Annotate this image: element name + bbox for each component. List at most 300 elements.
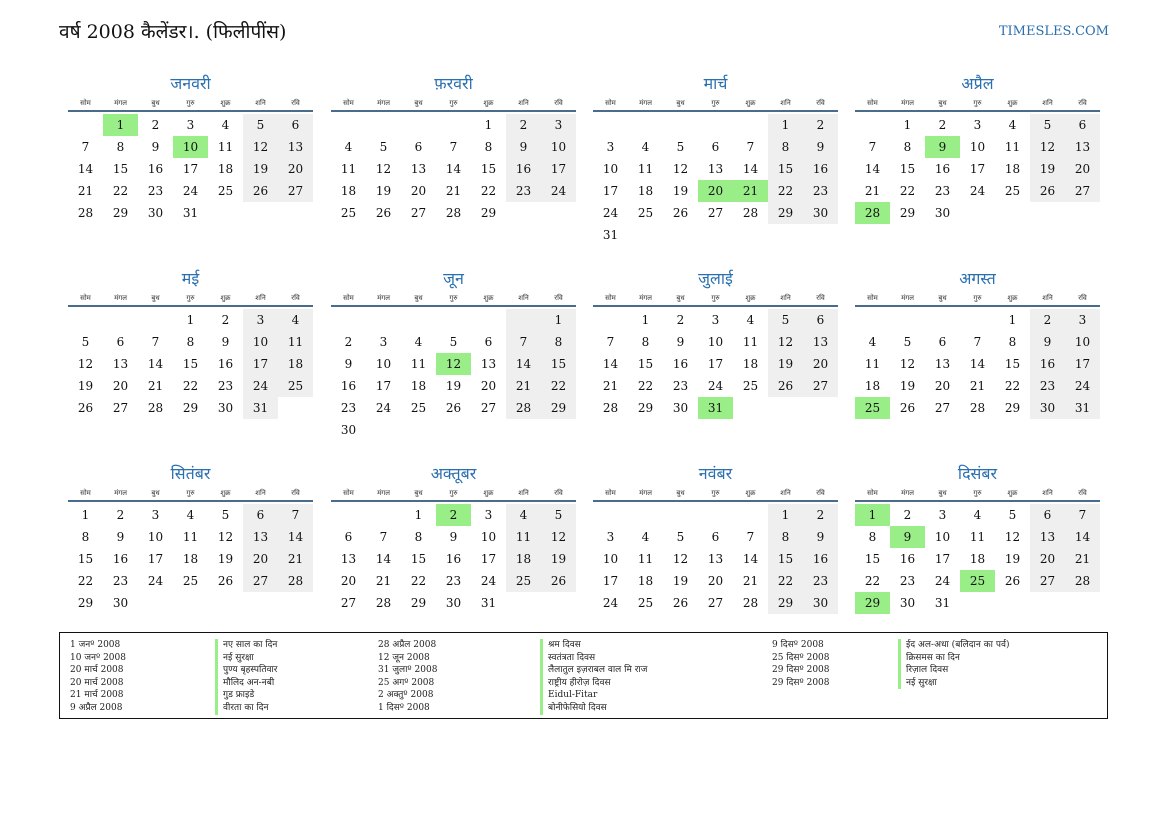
day-cell: 2 <box>803 504 838 526</box>
day-cell: 9 <box>803 136 838 158</box>
day-cell: 29 <box>768 202 803 224</box>
day-cell: 3 <box>938 508 947 522</box>
weekday-label: गुरु <box>449 294 458 302</box>
day-cell: 5 <box>1008 508 1017 522</box>
month-name: जुलाई <box>698 269 733 288</box>
day-cell: 24 <box>707 379 724 393</box>
day-cell: 10 <box>1065 331 1100 353</box>
day-cell: 18 <box>340 184 357 198</box>
weekday-label: शुक्र <box>483 489 494 497</box>
day-cell: 27 <box>707 596 724 610</box>
day-empty <box>68 114 103 136</box>
day-empty <box>401 114 436 136</box>
month-name: सितंबर <box>170 464 211 483</box>
weekday-label: रवि <box>1078 99 1087 107</box>
day-cell: 1 <box>186 313 195 327</box>
day-cell: 30 <box>112 596 129 610</box>
month-name: दिसंबर <box>957 464 998 483</box>
weekday-label: मंगल <box>639 294 652 302</box>
day-cell: 9 <box>506 136 541 158</box>
day-empty <box>366 309 401 331</box>
weekday-header <box>855 96 1100 112</box>
day-empty <box>628 114 663 136</box>
weekday-label: बुध <box>938 99 947 107</box>
legend-holiday-name: स्वतंत्रता दिवस <box>540 652 647 665</box>
day-cell: 5 <box>243 114 278 136</box>
day-cell: 20 <box>1030 548 1065 570</box>
day-cell: 1 <box>484 118 493 132</box>
weekday-label: शनि <box>780 294 791 302</box>
day-cell: 6 <box>344 530 353 544</box>
day-cell: 19 <box>77 379 94 393</box>
day-cell: 18 <box>637 184 654 198</box>
day-cell: 26 <box>445 401 462 415</box>
weekday-label: सोम <box>343 489 354 497</box>
weekday-label: सोम <box>605 489 616 497</box>
day-empty <box>436 114 471 136</box>
day-cell: 7 <box>746 140 755 154</box>
day-cell: 28 <box>969 401 986 415</box>
day-cell: 29 <box>768 592 803 614</box>
day-cell: 17 <box>480 552 497 566</box>
legend-date: 9 दिसº 2008 <box>772 640 824 650</box>
weekday-label: मंगल <box>114 489 127 497</box>
day-cell: 15 <box>480 162 497 176</box>
legend-holiday-name: Eidul-Fitar <box>540 689 647 702</box>
legend-date: 9 अप्रैल 2008 <box>70 702 123 713</box>
day-cell: 13 <box>1065 136 1100 158</box>
day-cell: 17 <box>147 552 164 566</box>
day-cell: 26 <box>672 206 689 220</box>
day-cell: 16 <box>217 357 234 371</box>
day-cell: 14 <box>77 162 94 176</box>
day-cell: 16 <box>112 552 129 566</box>
day-cell: 6 <box>484 335 493 349</box>
day-cell: 4 <box>868 335 877 349</box>
weekday-label: बुध <box>938 294 947 302</box>
day-cell: 27 <box>410 206 427 220</box>
legend-holiday-name: क्रिसमस का दिन <box>898 652 1009 665</box>
day-cell: 30 <box>899 596 916 610</box>
day-cell: 22 <box>480 184 497 198</box>
day-cell: 3 <box>606 140 615 154</box>
weekday-label: मंगल <box>639 99 652 107</box>
day-cell: 5 <box>903 335 912 349</box>
day-cell: 26 <box>768 375 803 397</box>
day-cell: 14 <box>445 162 462 176</box>
day-cell: 26 <box>1004 574 1021 588</box>
day-grid <box>855 504 1100 614</box>
day-cell: 15 <box>637 357 654 371</box>
day-cell: 18 <box>506 548 541 570</box>
day-cell: 2 <box>1030 309 1065 331</box>
month-name: नवंबर <box>698 464 733 483</box>
legend-holiday-name: नए साल का दिन <box>215 639 277 652</box>
day-cell: 10 <box>707 335 724 349</box>
day-empty <box>698 114 733 136</box>
legend-holiday-name: वीरता का दिन <box>215 702 277 715</box>
day-cell: 24 <box>375 401 392 415</box>
day-cell: 1 <box>541 309 576 331</box>
day-cell: 12 <box>77 357 94 371</box>
day-cell: 22 <box>1004 379 1021 393</box>
weekday-label: शुक्र <box>1007 489 1018 497</box>
weekday-header <box>68 486 313 502</box>
day-cell: 6 <box>1065 114 1100 136</box>
weekday-label: मंगल <box>377 489 390 497</box>
day-cell: 8 <box>81 530 90 544</box>
day-cell: 19 <box>243 158 278 180</box>
month-block <box>855 267 1100 419</box>
weekday-label: शनि <box>780 489 791 497</box>
weekday-label: शुक्र <box>1007 294 1018 302</box>
weekday-label: शनि <box>1042 294 1053 302</box>
day-cell: 25 <box>182 574 199 588</box>
day-cell: 20 <box>803 353 838 375</box>
day-cell: 8 <box>868 530 877 544</box>
day-cell: 26 <box>1030 180 1065 202</box>
day-cell: 13 <box>480 357 497 371</box>
day-cell: 19 <box>217 552 234 566</box>
day-cell: 20 <box>1065 158 1100 180</box>
weekday-label: सोम <box>605 294 616 302</box>
day-empty <box>471 309 506 331</box>
day-cell: 21 <box>375 574 392 588</box>
day-cell: 4 <box>641 530 650 544</box>
month-block <box>855 462 1100 614</box>
day-cell: 7 <box>449 140 458 154</box>
day-cell: 20 <box>707 574 724 588</box>
day-cell: 28 <box>506 397 541 419</box>
day-cell: 12 <box>1030 136 1065 158</box>
day-cell: 31 <box>243 397 278 419</box>
month-name: मार्च <box>703 74 728 93</box>
day-cell: 14 <box>864 162 881 176</box>
day-cell: 26 <box>243 180 278 202</box>
day-cell: 29 <box>112 206 129 220</box>
day-cell: 11 <box>506 526 541 548</box>
day-cell: 21 <box>742 574 759 588</box>
day-cell: 15 <box>112 162 129 176</box>
day-grid <box>68 114 313 224</box>
site-link[interactable]: TIMESLES.COM <box>998 24 1109 39</box>
day-grid <box>331 504 576 614</box>
day-cell: 1 <box>768 114 803 136</box>
legend-holiday-name: पुण्य बृहस्पतिवार <box>215 664 277 677</box>
day-cell: 21 <box>1065 548 1100 570</box>
holiday-legend <box>59 632 1108 719</box>
day-cell: 23 <box>112 574 129 588</box>
legend-holiday-name: राष्ट्रीय हीरोज़ दिवस <box>540 677 647 690</box>
day-cell: 17 <box>1065 353 1100 375</box>
day-grid <box>331 309 576 441</box>
weekday-label: शनि <box>1042 99 1053 107</box>
day-cell: 2 <box>506 114 541 136</box>
weekday-label: गुरु <box>711 99 720 107</box>
day-cell: 26 <box>77 401 94 415</box>
day-cell: 20 <box>480 379 497 393</box>
day-cell: 22 <box>899 184 916 198</box>
day-cell: 15 <box>768 548 803 570</box>
day-cell: 12 <box>1004 530 1021 544</box>
day-empty <box>663 504 698 526</box>
day-cell: 21 <box>147 379 164 393</box>
day-cell: 29 <box>77 596 94 610</box>
day-cell: 18 <box>969 552 986 566</box>
day-cell: 4 <box>221 118 230 132</box>
day-cell: 7 <box>151 335 160 349</box>
legend-name-column <box>540 639 647 715</box>
weekday-label: शनि <box>518 99 529 107</box>
day-cell: 9 <box>449 530 458 544</box>
day-cell: 18 <box>278 353 313 375</box>
day-cell: 3 <box>484 508 493 522</box>
day-cell: 13 <box>803 331 838 353</box>
month-block <box>68 462 313 614</box>
legend-date: 10 जनº 2008 <box>70 652 126 663</box>
day-cell: 4 <box>1008 118 1017 132</box>
day-grid <box>593 504 838 614</box>
weekday-label: सोम <box>343 294 354 302</box>
day-cell: 7 <box>278 504 313 526</box>
day-cell: 16 <box>340 379 357 393</box>
weekday-label: बुध <box>414 489 423 497</box>
day-cell: 8 <box>541 331 576 353</box>
day-cell: 23 <box>672 379 689 393</box>
day-cell: 17 <box>602 184 619 198</box>
day-cell: 3 <box>541 114 576 136</box>
day-cell: 15 <box>899 162 916 176</box>
legend-date: 29 दिसº 2008 <box>772 677 830 688</box>
weekday-label: सोम <box>867 489 878 497</box>
day-cell: 21 <box>506 375 541 397</box>
day-cell: 2 <box>151 118 160 132</box>
month-name: मई <box>181 269 200 288</box>
day-cell: 2 <box>676 313 685 327</box>
day-cell: 1 <box>414 508 423 522</box>
day-cell: 27 <box>112 401 129 415</box>
day-cell: 4 <box>186 508 195 522</box>
day-cell-holiday: 25 <box>960 570 995 592</box>
day-cell: 2 <box>903 508 912 522</box>
legend-holiday-name: नई सुरक्षा <box>898 677 1009 690</box>
day-cell: 10 <box>602 552 619 566</box>
day-empty <box>733 114 768 136</box>
day-cell-holiday: 21 <box>733 180 768 202</box>
day-grid <box>68 309 313 419</box>
day-cell: 30 <box>340 423 357 437</box>
weekday-label: बुध <box>938 489 947 497</box>
day-cell: 19 <box>541 548 576 570</box>
day-cell: 4 <box>344 140 353 154</box>
month-block <box>593 462 838 614</box>
day-cell: 18 <box>637 574 654 588</box>
day-cell: 26 <box>217 574 234 588</box>
day-cell: 30 <box>445 596 462 610</box>
day-cell: 16 <box>506 158 541 180</box>
legend-date: 29 दिसº 2008 <box>772 665 830 676</box>
weekday-label: गुरु <box>973 99 982 107</box>
weekday-label: गुरु <box>449 489 458 497</box>
day-cell: 6 <box>278 114 313 136</box>
weekday-label: शनि <box>255 294 266 302</box>
weekday-label: रवि <box>816 489 825 497</box>
weekday-label: रवि <box>554 489 563 497</box>
day-empty <box>890 309 925 331</box>
weekday-header <box>331 96 576 112</box>
day-cell: 3 <box>1065 309 1100 331</box>
day-cell: 30 <box>803 592 838 614</box>
weekday-label: शुक्र <box>745 99 756 107</box>
weekday-label: शनि <box>518 294 529 302</box>
day-cell: 2 <box>116 508 125 522</box>
day-cell: 28 <box>278 570 313 592</box>
weekday-header <box>593 291 838 307</box>
day-cell: 7 <box>868 140 877 154</box>
day-cell: 21 <box>969 379 986 393</box>
day-cell: 22 <box>410 574 427 588</box>
day-cell: 2 <box>803 114 838 136</box>
day-cell: 26 <box>375 206 392 220</box>
day-cell: 3 <box>379 335 388 349</box>
day-cell: 25 <box>742 379 759 393</box>
weekday-label: सोम <box>867 99 878 107</box>
day-cell: 23 <box>506 180 541 202</box>
day-cell: 10 <box>243 331 278 353</box>
day-cell: 21 <box>602 379 619 393</box>
day-cell: 17 <box>243 353 278 375</box>
legend-holiday-name: नई सुरक्षा <box>215 652 277 665</box>
weekday-label: शुक्र <box>220 99 231 107</box>
day-cell: 19 <box>672 574 689 588</box>
weekday-label: शनि <box>518 489 529 497</box>
day-empty <box>331 114 366 136</box>
month-name: जनवरी <box>170 74 211 93</box>
day-cell: 17 <box>934 552 951 566</box>
legend-date: 12 जून 2008 <box>378 652 430 663</box>
weekday-label: रवि <box>1078 489 1087 497</box>
day-cell: 4 <box>278 309 313 331</box>
day-cell: 16 <box>672 357 689 371</box>
day-cell: 7 <box>746 530 755 544</box>
day-cell: 7 <box>606 335 615 349</box>
day-cell: 23 <box>899 574 916 588</box>
day-cell: 14 <box>278 526 313 548</box>
month-block <box>68 72 313 224</box>
day-cell: 3 <box>973 118 982 132</box>
day-cell: 27 <box>340 596 357 610</box>
day-cell: 23 <box>803 570 838 592</box>
day-cell: 16 <box>899 552 916 566</box>
day-cell: 19 <box>899 379 916 393</box>
day-cell: 10 <box>602 162 619 176</box>
day-cell: 15 <box>77 552 94 566</box>
weekday-label: बुध <box>151 294 160 302</box>
day-cell: 5 <box>221 508 230 522</box>
day-cell: 4 <box>414 335 423 349</box>
day-empty <box>593 114 628 136</box>
day-cell: 5 <box>81 335 90 349</box>
month-name: अक्तूबर <box>430 464 477 483</box>
day-cell: 30 <box>147 206 164 220</box>
day-cell: 17 <box>541 158 576 180</box>
day-empty <box>366 114 401 136</box>
day-cell: 16 <box>445 552 462 566</box>
day-grid <box>68 504 313 614</box>
day-cell: 9 <box>221 335 230 349</box>
day-cell: 30 <box>803 202 838 224</box>
day-cell-holiday: 9 <box>925 136 960 158</box>
day-cell: 18 <box>742 357 759 371</box>
day-cell: 6 <box>116 335 125 349</box>
day-cell: 28 <box>445 206 462 220</box>
day-cell-holiday: 9 <box>890 526 925 548</box>
day-cell: 23 <box>147 184 164 198</box>
day-cell: 12 <box>541 526 576 548</box>
day-cell: 15 <box>864 552 881 566</box>
day-cell: 8 <box>1008 335 1017 349</box>
day-cell: 24 <box>934 574 951 588</box>
day-cell: 21 <box>278 548 313 570</box>
day-cell: 29 <box>182 401 199 415</box>
day-cell: 25 <box>340 206 357 220</box>
day-cell: 8 <box>186 335 195 349</box>
day-cell: 30 <box>217 401 234 415</box>
day-cell: 17 <box>969 162 986 176</box>
legend-date: 21 मार्च 2008 <box>70 690 124 701</box>
day-cell: 31 <box>182 206 199 220</box>
day-cell: 14 <box>1065 526 1100 548</box>
day-cell: 28 <box>375 596 392 610</box>
day-cell: 25 <box>410 401 427 415</box>
weekday-header <box>331 291 576 307</box>
weekday-label: शुक्र <box>745 294 756 302</box>
weekday-label: मंगल <box>377 99 390 107</box>
day-cell: 8 <box>116 140 125 154</box>
day-empty <box>960 309 995 331</box>
day-cell: 23 <box>217 379 234 393</box>
legend-date: 28 अप्रैल 2008 <box>378 640 437 650</box>
legend-date: 31 जुलाº 2008 <box>378 665 438 676</box>
day-cell-holiday: 1 <box>103 114 138 136</box>
day-cell: 18 <box>864 379 881 393</box>
legend-holiday-name: लैलातुल इज़राबल वाल मि राज <box>540 664 647 677</box>
month-block <box>331 72 576 224</box>
day-cell-holiday: 20 <box>698 180 733 202</box>
weekday-label: मंगल <box>639 489 652 497</box>
day-cell: 24 <box>480 574 497 588</box>
weekday-label: बुध <box>676 489 685 497</box>
day-cell: 11 <box>864 357 881 371</box>
day-cell: 17 <box>707 357 724 371</box>
day-cell: 25 <box>278 375 313 397</box>
day-cell: 29 <box>480 206 497 220</box>
weekday-label: शनि <box>255 489 266 497</box>
page-title: वर्ष 2008 कैलेंडर।. (फिलीपींस) <box>59 21 287 43</box>
day-grid <box>855 114 1100 224</box>
day-grid <box>331 114 576 224</box>
day-cell: 20 <box>340 574 357 588</box>
day-cell: 5 <box>379 140 388 154</box>
day-cell-holiday: 1 <box>855 504 890 526</box>
day-cell: 11 <box>278 331 313 353</box>
day-cell: 27 <box>278 180 313 202</box>
day-cell: 13 <box>243 526 278 548</box>
legend-holiday-name: गुड फ्राइडे <box>215 689 277 702</box>
weekday-label: शुक्र <box>1007 99 1018 107</box>
month-name: फ़रवरी <box>434 74 473 93</box>
day-cell: 31 <box>1065 397 1100 419</box>
